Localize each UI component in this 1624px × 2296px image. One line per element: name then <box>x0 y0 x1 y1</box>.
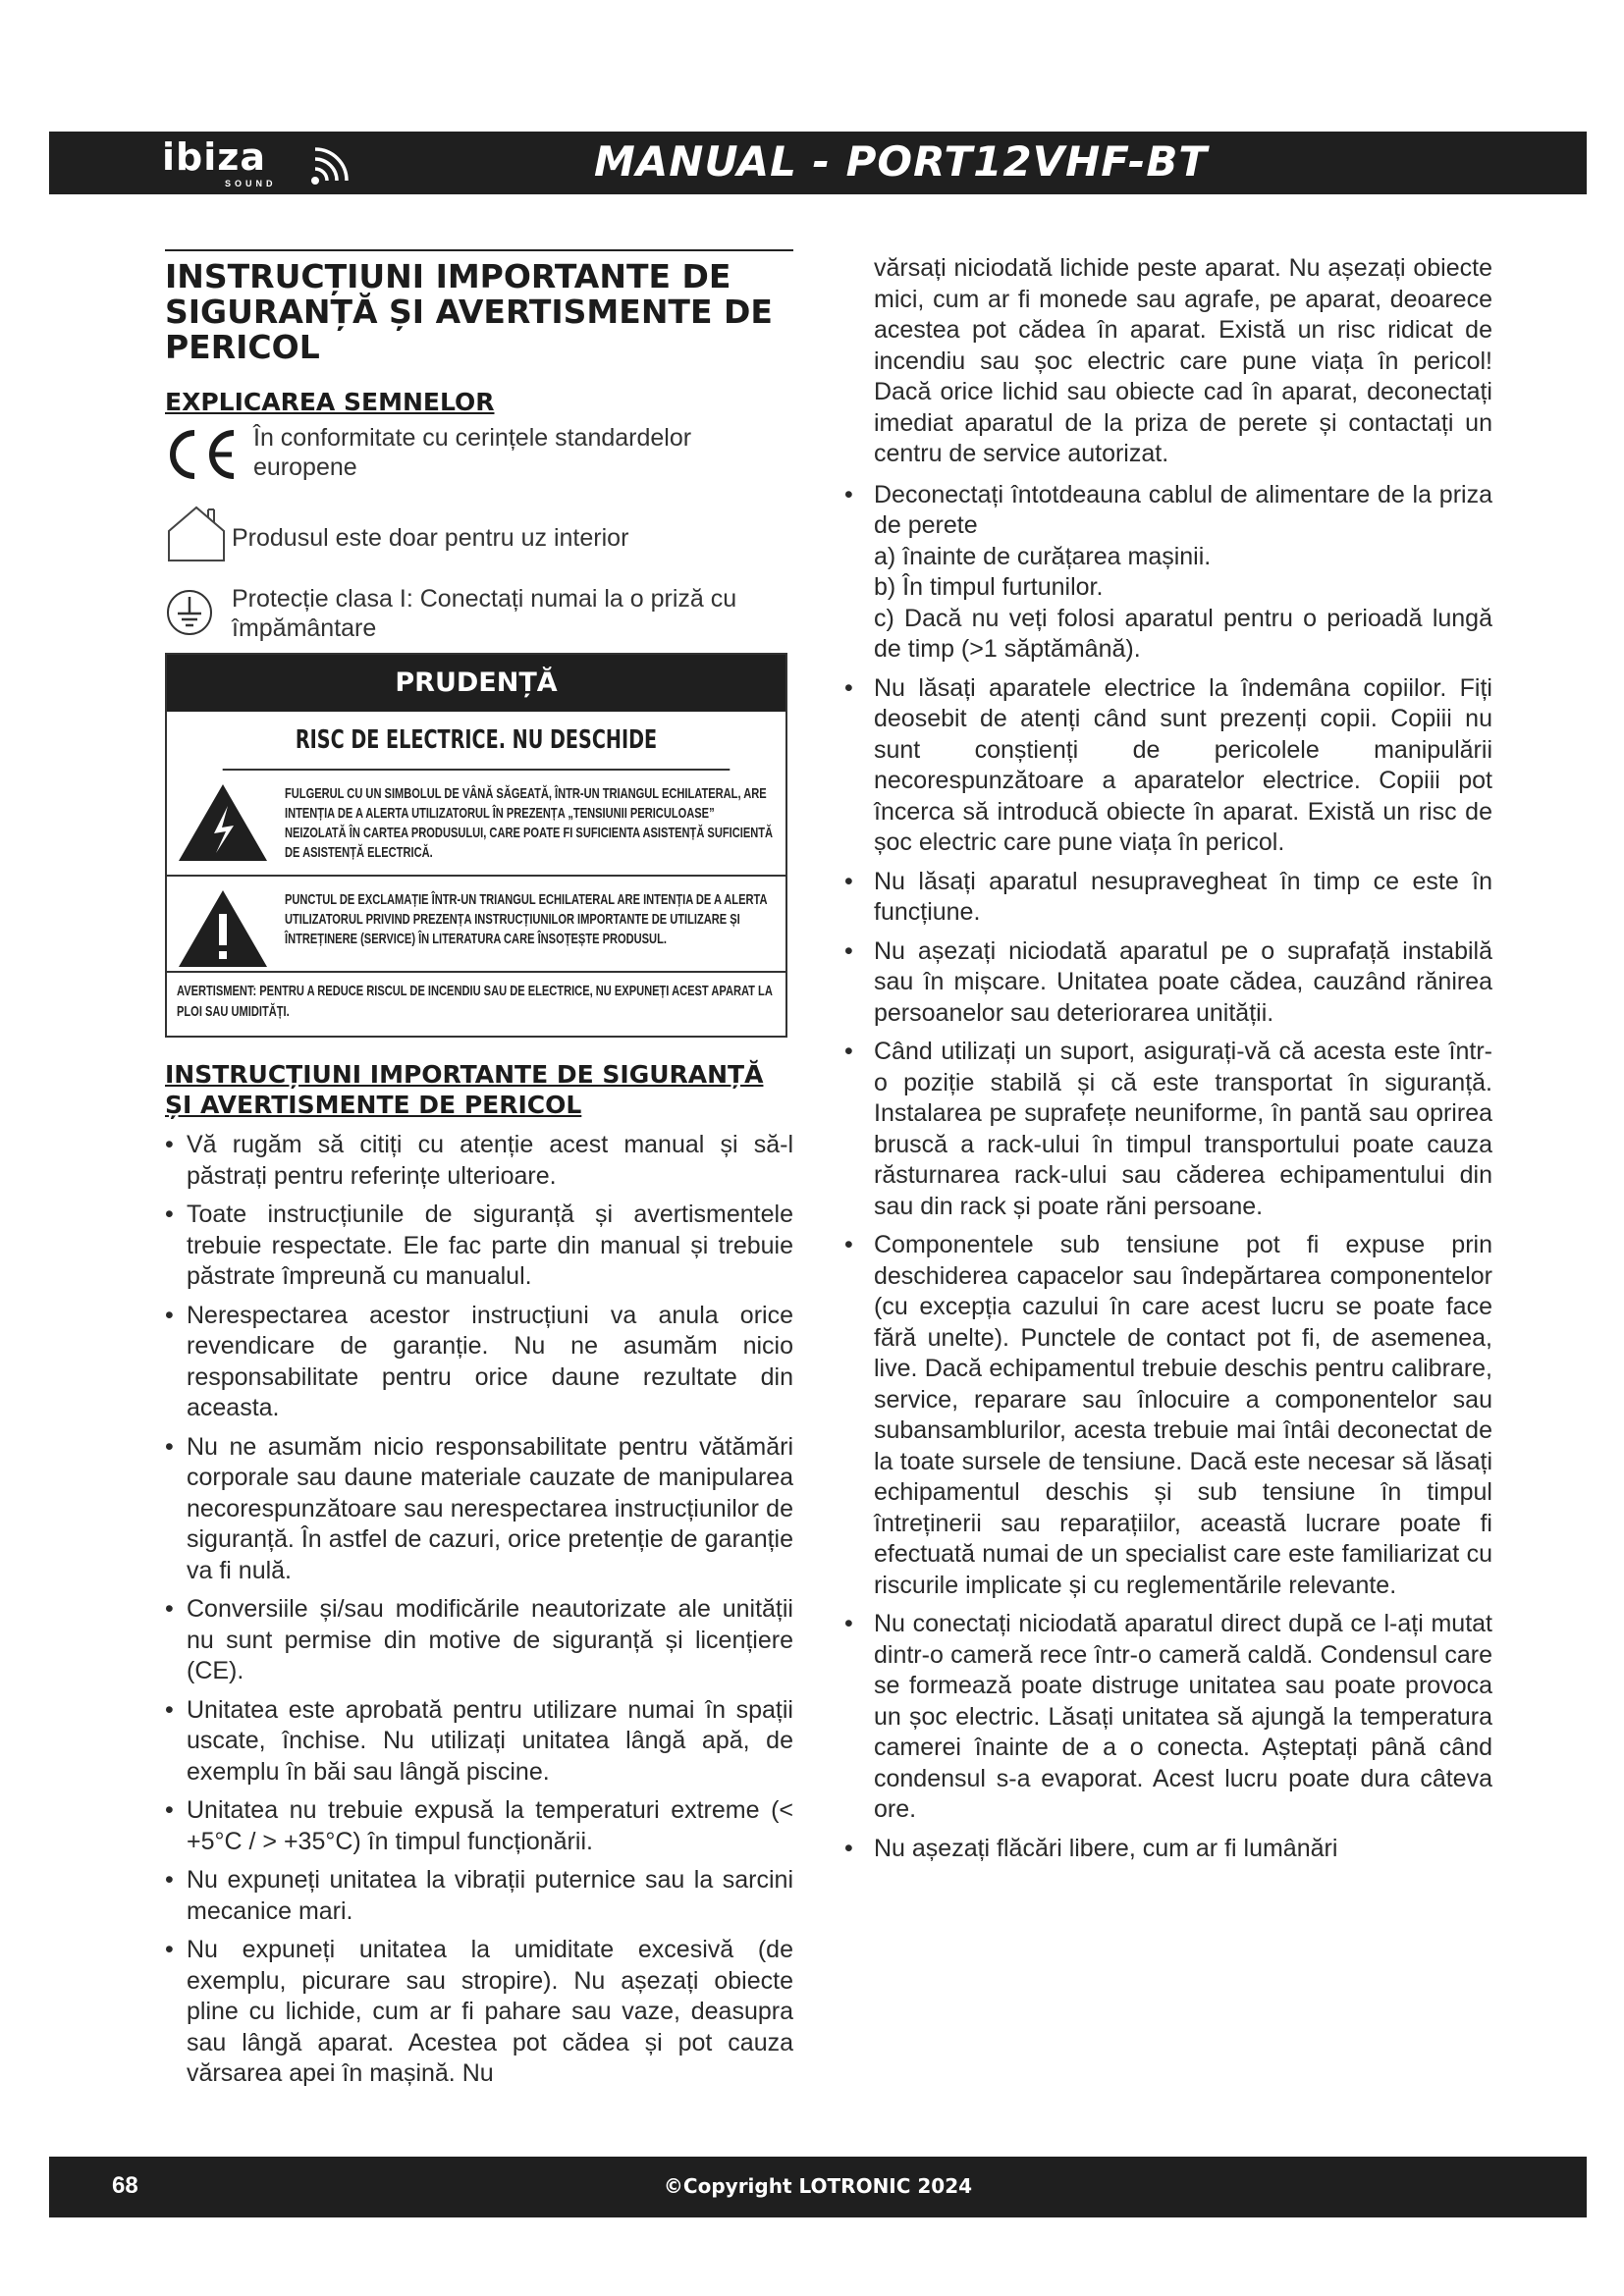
caution-row-lightning-text: FULGERUL CU UN SIMBOLUL DE VÂNĂ SĂGEATĂ, ÎNTR-UN TRIANGUL ECHILATERAL, ARE INTENȚIA DE A ALERTA UTILIZATORUL ÎN PREZENȚA „TENSIUNII PERICULOASE” NEIZOLATĂ ÎN CARTEA PRODUSULUI, CARE POATE FI SUFICIENTA ASISTENȚĂ SUFICIENTĂ DE ASISTENȚĂ ELECTRICĂ. <box>285 785 774 861</box>
list-item: • Nu așezați niciodată aparatul pe o suprafață instabilă sau în mișcare. Unitatea poate cădea, cauzând rănirea persoanelor sau deteriorarea unității. <box>844 936 1492 1030</box>
title-rule <box>165 249 793 251</box>
signs-heading: EXPLICAREA SEMNELOR <box>165 388 495 416</box>
instructions-heading: INSTRUCȚIUNI IMPORTANTE DE SIGURANȚĂ ȘI AVERTISMENTE DE PERICOL <box>165 1060 764 1119</box>
list-item: • Nu conectați niciodată aparatul direct după ce l-ați mutat dintr-o cameră rece într-o cameră caldă. Condensul care se formează poate distruge unitatea sau poate provoca un șoc electric. Lăsați unitatea să ajungă la temperatura camerei înainte de a o conecta. Așteptați până când condensul s-a evaporat. Acest lucru poate dura câteva ore. <box>844 1609 1492 1826</box>
caution-row-exclamation-text: PUNCTUL DE EXCLAMAȚIE ÎNTR-UN TRIANGUL ECHILATERAL ARE INTENȚIA DE A ALERTA UTILIZATORUL PRIVIND PREZENȚA INSTRUCȚIUNILOR IMPORTANTE DE UTILIZARE ȘI ÎNTREȚINERE (SERVICE) ÎN LITERATURA CARE ÎNSOȚEȘTE PRODUSUL. <box>285 891 768 947</box>
list-item: • Nu expuneți unitatea la umiditate excesivă (de exemplu, picurare sau stropire). Nu așezați obiecte pline cu lichide, cum ar fi pahare sau vaze, deasupra sau lângă aparat. Acestea pot cădea și pot cauza vărsarea apei în mașină. Nu <box>165 1935 793 2090</box>
left-column <box>165 249 793 2098</box>
caution-foot-text: AVERTISMENT: PENTRU A REDUCE RISCUL DE INCENDIU SAU DE ELECTRICE, NU EXPUNEȚI ACEST APARAT LA PLOI SAU UMIDITĂȚI. <box>177 983 773 1020</box>
list-item: • Nu ne asumăm nicio responsabilitate pentru vătămări corporale sau daune materiale cauzate de manipularea necorespunzătoare sau nerespectarea instrucțiunilor de siguranță. În astfel de cazuri, orice pretenție de garanție va fi nulă. <box>165 1432 793 1587</box>
brand-logo <box>162 137 388 192</box>
list-item: • Toate instrucțiunile de siguranță și avertismentele trebuie respectate. Ele fac parte din manual și trebuie păstrate împreună cu manualul. <box>165 1200 793 1293</box>
sign-indoor <box>165 504 793 564</box>
list-item: • Vă rugăm să citiți cu atenție acest manual și să-l păstrați pentru referințe ulterioare. <box>165 1130 793 1192</box>
list-item: • Când utilizați un suport, asigurați-vă că acesta este într-o poziție stabilă și că este transportat în siguranță. Instalarea pe suprafețe neuniforme, în pantă sau oprirea bruscă a rack-ului în timpul transportului poate cauza răsturnarea rack-ului sau căderea echipamentului din sau din rack și poate răni persoane. <box>844 1037 1492 1222</box>
footer-bar <box>49 2157 1587 2217</box>
copyright: ©Copyright LOTRONIC 2024 <box>663 2174 973 2198</box>
list-item: • Nerespectarea acestor instrucțiuni va anula orice revendicare de garanție. Nu ne asumăm nicio responsabilitate pentru orice daune rezultate din aceasta. <box>165 1301 793 1424</box>
list-item: • Componentele sub tensiune pot fi expuse prin deschiderea capacelor sau îndepărtarea componentelor (cu excepția cazului în care acest lucru se poate face fără unelte). Punctele de contact pot fi, de asemenea, live. Dacă echipamentul trebuie deschis pentru calibrare, service, reparare sau înlocuire a componentelor sau subansamblurilor, acesta trebuie mai întâi deconectat de la toate sursele de tensiune. Dacă este necesar să lăsați echipamentul deschis și sub tensiune în timpul întreținerii sau reparațiilor, această lucrare poate fi efectuată numai de un specialist care este familiarizat cu riscurile implicate și cu reglementările relevante. <box>844 1230 1492 1601</box>
lightning-triangle-icon <box>177 782 269 863</box>
list-item: • Conversiile și/sau modificările neautorizate ale unității nu sunt permise din motive de siguranță și licențiere (CE). <box>165 1594 793 1687</box>
list-item: • Unitatea nu trebuie expusă la temperaturi extreme (< +5°C / > +35°C) în timpul funcționării. <box>165 1795 793 1857</box>
caution-head: PRUDENȚĂ <box>167 655 785 712</box>
house-icon <box>165 504 228 562</box>
sign-ground-text: Protecție clasa I: Conectați numai la o priză cu împământare <box>232 585 737 642</box>
unplug-item-c: c) Dacă nu veți folosi aparatul pentru o perioadă lungă de timp (>1 săptămână). <box>874 604 1492 663</box>
sign-indoor-text: Produsul este doar pentru uz interior <box>232 524 629 552</box>
right-column <box>844 253 1492 1872</box>
exclamation-triangle-icon <box>177 888 269 969</box>
right-bullet-list <box>844 480 1492 1865</box>
sign-ground <box>165 584 793 645</box>
sign-ce-text: În conformitate cu cerințele standardelor europene <box>253 424 692 481</box>
caution-row-exclamation <box>167 877 785 973</box>
page-number: 68 <box>112 2172 138 2199</box>
caution-row-lightning <box>167 771 785 877</box>
list-item: • Nu lăsați aparatele electrice la îndemâna copiilor. Fiți deosebit de atenți când sunt prezenți copii. Copiii nu sunt conștienți de pericolele manipulării necorespunzătoare a aparatelor electrice. Copiii pot încerca să introducă obiecte în aparat. Există un risc de șoc electric care pune viața în pericol. <box>844 673 1492 859</box>
list-item-unplug <box>844 480 1492 666</box>
list-item: • Nu lăsați aparatul nesupravegheat în timp ce este în funcțiune. <box>844 867 1492 929</box>
caution-sub: RISC DE ELECTRICE. NU DESCHIDE <box>223 712 731 771</box>
sign-ce <box>165 423 793 484</box>
unplug-item-b: b) În timpul furtunilor. <box>874 573 1104 601</box>
header-bar <box>49 132 1587 194</box>
ce-mark-icon <box>165 427 240 482</box>
main-title: INSTRUCȚIUNI IMPORTANTE DE SIGURANȚĂ ȘI AVERTISMENTE DE PERICOL <box>165 257 773 366</box>
caution-foot <box>167 973 785 1036</box>
caution-box <box>165 653 787 1038</box>
left-bullet-list <box>165 1130 793 2090</box>
brand-name: ibiza <box>162 135 267 179</box>
document-title: MANUAL - PORT12VHF-BT <box>594 137 1208 186</box>
list-item: • Nu expuneți unitatea la vibrații puternice sau la sarcini mecanice mari. <box>165 1865 793 1927</box>
unplug-item-a: a) înainte de curățarea mașinii. <box>874 542 1212 570</box>
ground-icon <box>165 588 214 637</box>
continuation-paragraph: vărsați niciodată lichide peste aparat. Nu așezați obiecte mici, cum ar fi monede sau agrafe, pe aparat, deoarece acestea pot cădea în aparat. Există un risc ridicat de incendiu sau șoc electric care pune viața în pericol! Dacă orice lichid sau obiecte cad în aparat, deconectați imediat aparatul de la priza de perete și contactați un centru de service autorizat. <box>874 254 1492 467</box>
brand-sub: SOUND <box>225 179 277 188</box>
sound-waves-icon <box>309 147 352 187</box>
unplug-intro: • Deconectați întotdeauna cablul de alimentare de la priza de perete <box>874 480 1492 539</box>
list-item: • Unitatea este aprobată pentru utilizare numai în spații uscate, închise. Nu utilizați unitatea lângă apă, de exemplu în băi sau lângă piscine. <box>165 1695 793 1789</box>
list-item: • Nu așezați flăcări libere, cum ar fi lumânări <box>844 1834 1492 1865</box>
